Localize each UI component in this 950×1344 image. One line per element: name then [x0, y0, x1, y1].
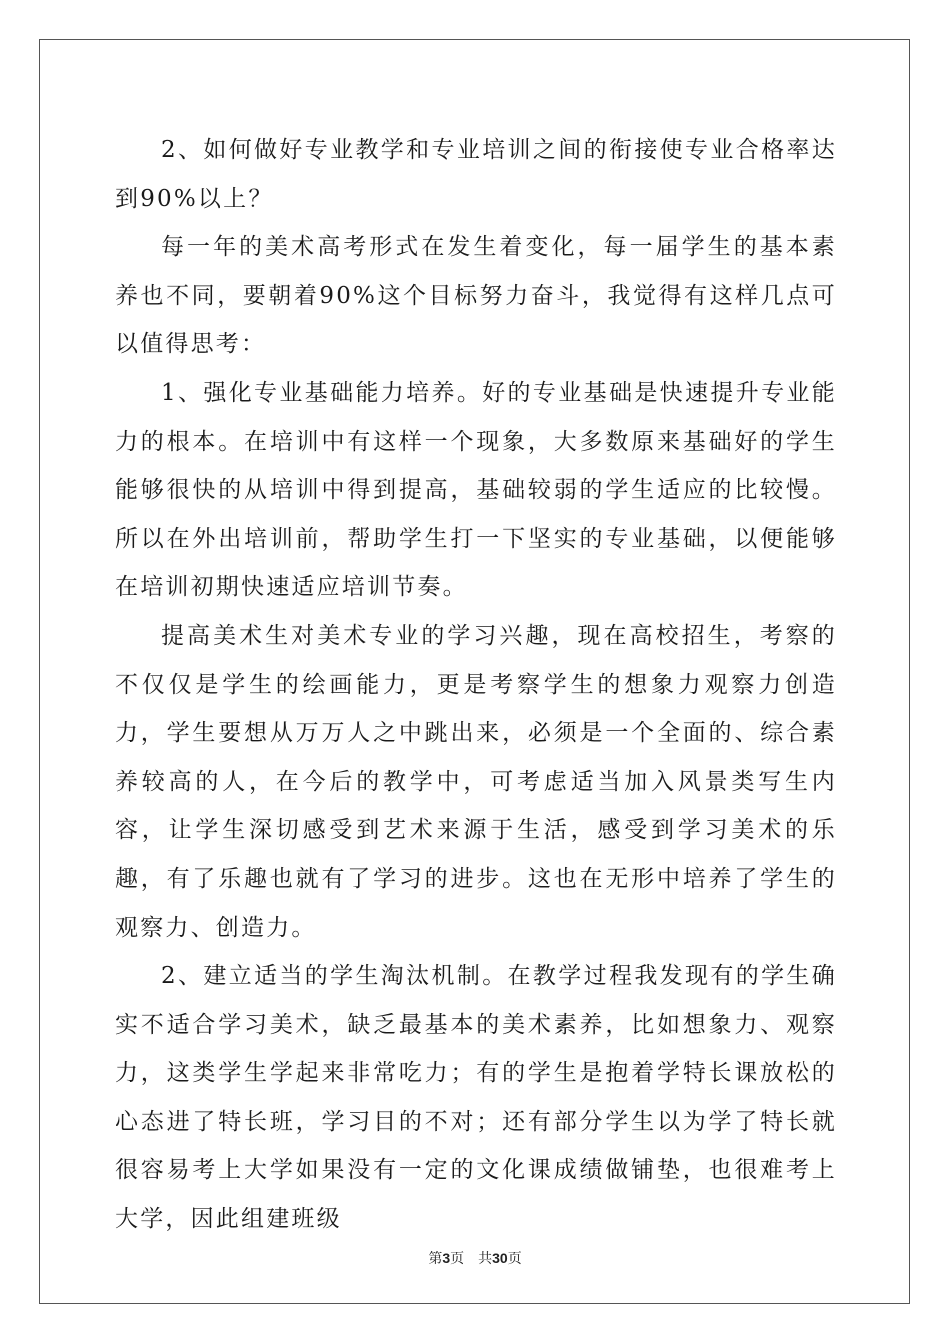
total-prefix: 共	[478, 1251, 493, 1267]
total-pages: 30	[492, 1250, 508, 1266]
page-number: 3	[442, 1250, 451, 1266]
paragraph: 2、如何做好专业教学和专业培训之间的衔接使专业合格率达到90%以上？	[115, 137, 837, 212]
paragraph: 每一年的美术高考形式在发生着变化，每一届学生的基本素养也不同，要朝着90%这个目标努力奋斗，我觉得有这样几点可以值得思考：	[115, 234, 837, 358]
page-footer	[0, 1248, 950, 1268]
document-body	[115, 126, 837, 1244]
page-suffix: 页	[450, 1251, 465, 1267]
page-prefix: 第	[428, 1251, 443, 1267]
total-suffix: 页	[507, 1251, 522, 1267]
paragraph: 1、强化专业基础能力培养。好的专业基础是快速提升专业能力的根本。在培训中有这样一个现象，大多数原来基础好的学生能够很快的从培训中得到提高，基础较弱的学生适应的比较慢。所以在外出培训前，帮助学生打一下坚实的专业基础，以便能够在培训初期快速适应培训节奏。	[115, 379, 837, 601]
paragraph: 2、建立适当的学生淘汰机制。在教学过程我发现有的学生确实不适合学习美术，缺乏最基本的美术素养，比如想象力、观察力，这类学生学起来非常吃力；有的学生是抱着学特长课放松的心态进了特长班，学习目的不对；还有部分学生以为学了特长就很容易考上大学如果没有一定的文化课成绩做铺垫，也很难考上大学，因此组建班级	[115, 963, 837, 1233]
paragraph: 提高美术生对美术专业的学习兴趣，现在高校招生，考察的不仅仅是学生的绘画能力，更是考察学生的想象力观察力创造力，学生要想从万万人之中跳出来，必须是一个全面的、综合素养较高的人，在今后的教学中，可考虑适当加入风景类写生内容，让学生深切感受到艺术来源于生活，感受到学习美术的乐趣，有了乐趣也就有了学习的进步。这也在无形中培养了学生的观察力、创造力。	[115, 622, 837, 941]
